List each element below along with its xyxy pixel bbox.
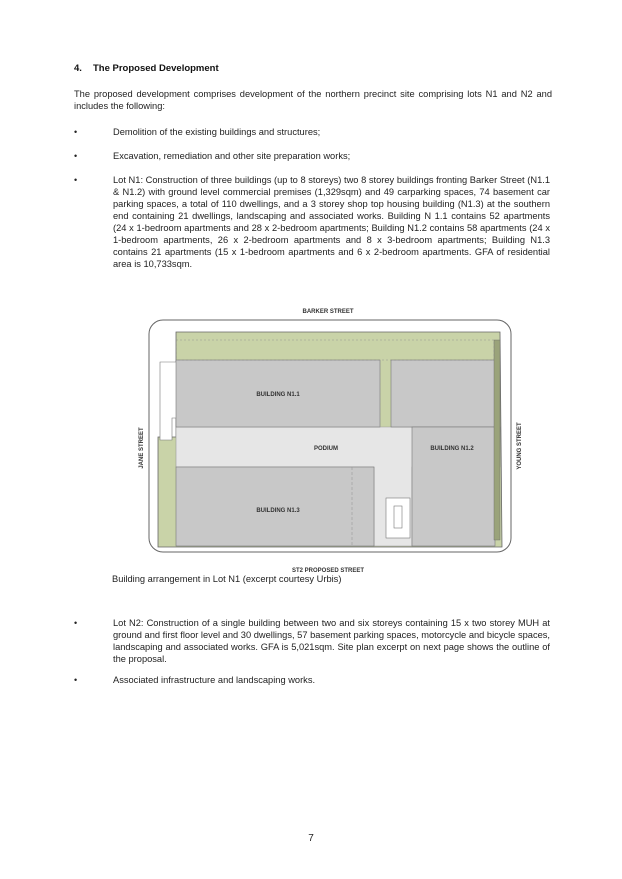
bullet-icon: • (74, 151, 78, 161)
section-heading (74, 63, 219, 74)
building-n1-2-label: BUILDING N1.2 (430, 446, 474, 452)
page-number: 7 (308, 833, 314, 844)
list-item-text: Demolition of the existing buildings and structures; (113, 127, 321, 137)
street-label-south: ST2 PROPOSED STREET (291, 568, 365, 574)
site-plan-drawing (136, 300, 534, 578)
site-plan-figure (136, 300, 534, 578)
bullet-icon: • (74, 675, 78, 685)
street-label-west: JANE STREET (139, 427, 145, 469)
list-item-text: Associated infrastructure and landscaping works. (113, 675, 316, 685)
list-item-text: Lot N2: Construction of a single building between two and six storeys containing 15 x two storey MUH at ground and first floor level and 30 dwellings, 57 basement parking spaces, motorcycle and bicycle spaces, landscaping and associated works. GFA is 5,021sqm. Site plan excerpt on next page shows the outline of the proposal. (113, 618, 550, 664)
section-title: The Proposed Development (93, 63, 219, 74)
list-item-text: Excavation, remediation and other site preparation works; (113, 151, 351, 161)
list-item-text: Lot N1: Construction of three buildings (up to 8 storeys) two 8 storey buildings fronting Barker Street (N1.1 & N1.2) with ground level commercial premises (1,329sqm) and 49 carparking spaces, 74 basement car parking spaces, a total of 110 dwellings, and a 3 storey shop top housing building (N1.3) at the southern end containing 21 dwellings, landscaping and associated works. Building N 1.1 contains 52 apartments (24 x 1-bedroom apartments and 28 x 2-bedroom apartments; Building N1.2 contains 58 apartments (24 x 1-bedroom apartments, 26 x 2-bedroom apartments and 8 x 3-bedroom apartments; Building N1.3 contains 21 apartments (15 x 1-bedroom apartments and 6 x 2-bedroom apartments. GFA of residential area is 10,733sqm. (113, 175, 550, 269)
building-n1-3 (176, 467, 374, 546)
section-number: 4. (74, 63, 82, 74)
intro-paragraph: The proposed development comprises development of the northern precinct site comprising lots N1 and N2 and includes the following: (74, 89, 552, 111)
stair-core (386, 498, 410, 538)
east-facade-strip (494, 340, 500, 540)
street-label-north: BARKER STREET (302, 309, 354, 315)
bullet-icon: • (74, 127, 78, 137)
figure-caption: Building arrangement in Lot N1 (excerpt courtesy Urbis) (112, 574, 342, 584)
bullet-icon: • (74, 175, 78, 185)
list-item (74, 674, 550, 686)
podium-label: PODIUM (314, 446, 338, 452)
list-item (74, 150, 550, 162)
list-item (74, 174, 550, 270)
building-n1-3-label: BUILDING N1.3 (256, 508, 300, 514)
building-n1-1-label: BUILDING N1.1 (256, 392, 300, 398)
building-n1-2-top (391, 360, 495, 427)
list-item (74, 617, 550, 665)
building-n1-2-bottom (412, 427, 495, 546)
street-label-east: YOUNG STREET (517, 422, 523, 470)
bullet-icon: • (74, 618, 78, 628)
list-item (74, 126, 550, 138)
